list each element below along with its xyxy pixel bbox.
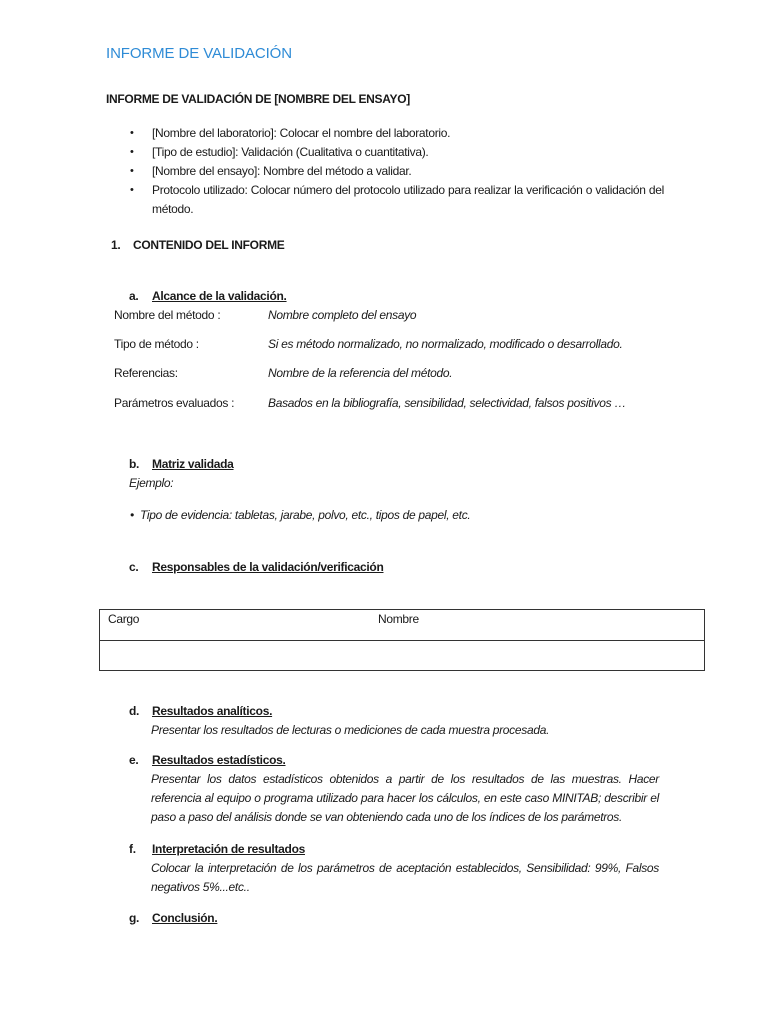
bullet-icon: • xyxy=(130,508,134,522)
responsables-table xyxy=(99,609,705,671)
param-label: Parámetros evaluados : xyxy=(114,396,235,410)
subsection-e-heading: e. Resultados estadísticos. xyxy=(129,753,286,767)
param-value: Nombre de la referencia del método. xyxy=(268,366,453,380)
subsection-f-heading: f. Interpretación de resultados xyxy=(129,842,305,856)
info-bullet-list xyxy=(130,124,664,219)
header-title: INFORME DE VALIDACIÓN xyxy=(106,45,292,62)
param-value: Si es método normalizado, no normalizado, modificado o desarrollado. xyxy=(268,337,623,351)
list-item: • Protocolo utilizado: Colocar número del protocolo utilizado para realizar la verificación o validación del método. xyxy=(130,183,664,216)
subsection-d-text: Presentar los resultados de lecturas o mediciones de cada muestra procesada. xyxy=(151,723,550,737)
subsection-g-heading: g. Conclusión. xyxy=(129,911,218,925)
subsection-d-heading: d. Resultados analíticos. xyxy=(129,704,273,718)
section-heading xyxy=(111,238,284,252)
param-value: Basados en la bibliografía, sensibilidad, selectividad, falsos positivos … xyxy=(268,396,627,410)
param-label: Referencias: xyxy=(114,366,178,380)
param-value: Nombre completo del ensayo xyxy=(268,308,417,322)
subsection-a-heading: a. Alcance de la validación. xyxy=(129,289,287,303)
table-row-divider xyxy=(100,640,704,641)
list-item: • [Tipo de estudio]: Validación (Cualitativa o cuantitativa). xyxy=(130,143,664,162)
subsection-c-heading: c. Responsables de la validación/verificación xyxy=(129,560,384,574)
section-title: CONTENIDO DEL INFORME xyxy=(133,238,285,252)
bullet-icon: • xyxy=(130,127,134,139)
example-label: Ejemplo: xyxy=(129,476,174,490)
list-item: • [Nombre del laboratorio]: Colocar el nombre del laboratorio. xyxy=(130,124,664,143)
subsection-b-heading: b. Matriz validada xyxy=(129,457,234,471)
param-label: Nombre del método : xyxy=(114,308,221,322)
bullet-icon: • xyxy=(130,184,134,196)
param-label: Tipo de método : xyxy=(114,337,199,351)
subsection-e-text: Presentar los datos estadísticos obtenidos a partir de los resultados de las muestras. Hacer referencia al equipo o programa utilizado para hacer los cálculos, en este caso MINITAB; describir el paso a paso del análisis donde se van obteniendo cada uno de los índices de los parámetros. xyxy=(151,772,659,824)
section-number: 1. xyxy=(111,238,121,252)
report-title: INFORME DE VALIDACIÓN DE [NOMBRE DEL ENSAYO] xyxy=(106,92,410,106)
subsection-f-text: Colocar la interpretación de los parámetros de aceptación establecidos, Sensibilidad: 99%, Falsos negativos 5%...etc.. xyxy=(151,861,659,894)
bullet-icon: • xyxy=(130,165,134,177)
table-header-cargo: Cargo xyxy=(108,612,140,626)
table-header-nombre: Nombre xyxy=(378,612,419,626)
list-item: • [Nombre del ensayo]: Nombre del método a validar. xyxy=(130,162,664,181)
bullet-icon: • xyxy=(130,146,134,158)
evidence-bullet: • Tipo de evidencia: tabletas, jarabe, polvo, etc., tipos de papel, etc. xyxy=(130,508,471,522)
